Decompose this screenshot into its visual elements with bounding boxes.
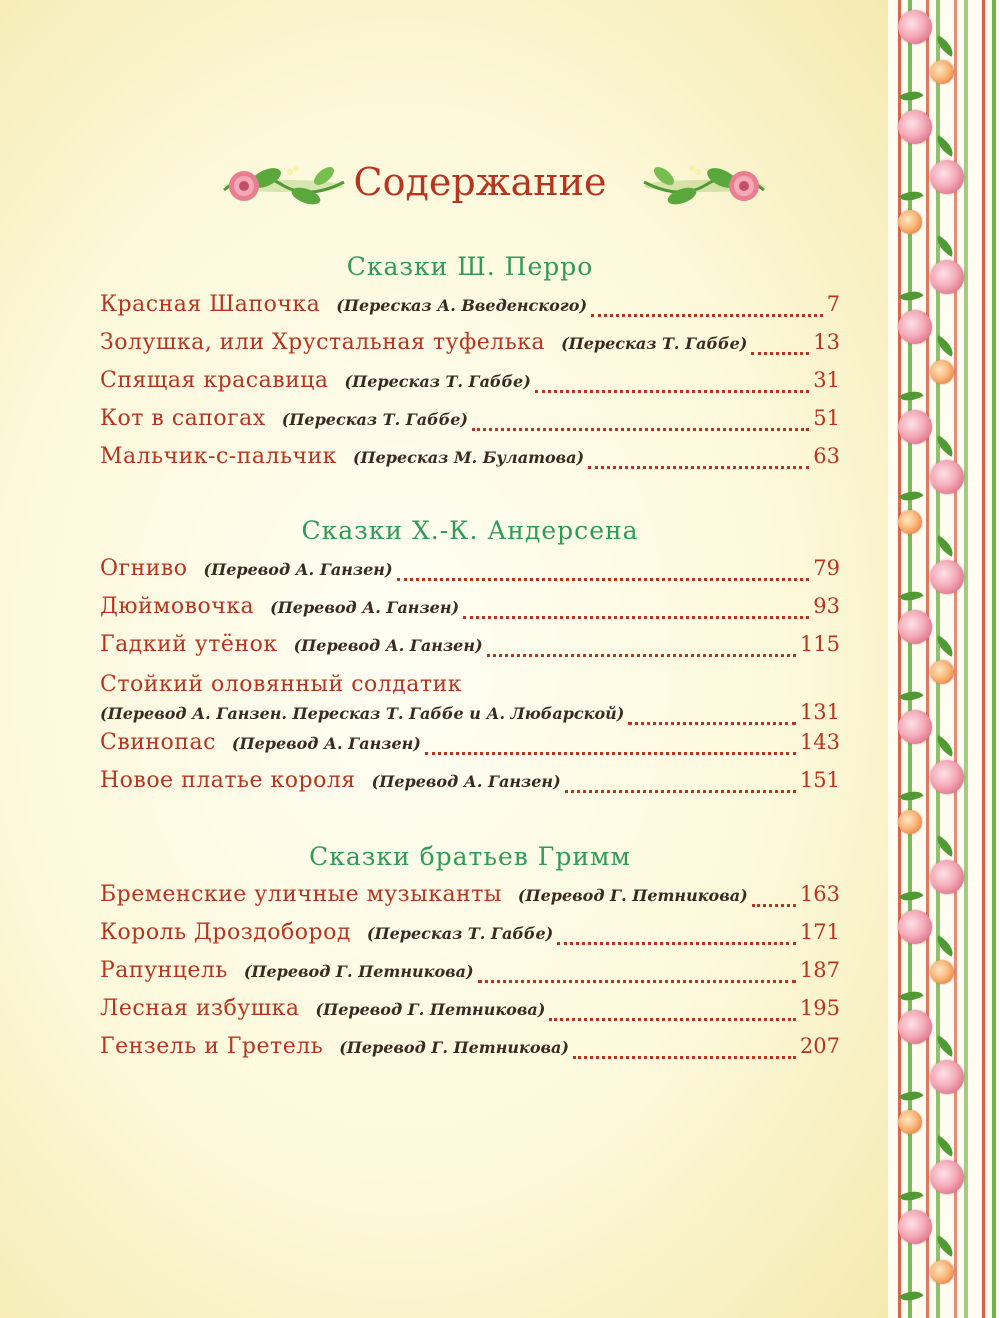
toc-entry[interactable] <box>100 920 840 954</box>
section-heading-andersen: Сказки Х.-К. Андерсена <box>301 516 639 545</box>
rose-icon <box>898 510 922 534</box>
entry-page: 51 <box>813 406 840 430</box>
rose-icon <box>930 760 964 794</box>
rose-icon <box>930 960 954 984</box>
toc-entry[interactable] <box>100 996 840 1030</box>
entry-credit: (Перевод Г. Петникова) <box>315 1000 546 1019</box>
toc-entry[interactable] <box>100 444 840 478</box>
entry-page: 93 <box>813 594 840 618</box>
rose-icon <box>930 1260 954 1284</box>
entry-title[interactable]: Стойкий оловянный солдатик <box>100 672 462 697</box>
rose-icon <box>930 660 954 684</box>
dot-leader <box>535 389 809 393</box>
entry-page: 187 <box>799 958 840 982</box>
toc-entry[interactable] <box>100 292 840 326</box>
entry-title: Золушка, или Хрустальная туфелька <box>100 330 546 355</box>
dot-leader <box>628 721 796 725</box>
entry-credit: (Перевод А. Ганзен) <box>231 734 421 753</box>
entry-title: Бременские уличные музыканты <box>100 882 502 907</box>
entry-title: Рапунцель <box>100 958 228 983</box>
toc-entry[interactable] <box>100 594 840 628</box>
dot-leader <box>751 351 809 355</box>
entry-credit: (Пересказ Т. Габбе) <box>561 334 748 353</box>
entry-page: 13 <box>813 330 840 354</box>
rose-icon <box>898 410 932 444</box>
entry-credit: (Перевод А. Ганзен) <box>371 772 561 791</box>
entry-credit: (Перевод А. Ганзен) <box>203 560 393 579</box>
entry-credit: (Перевод Г. Петникова) <box>517 886 748 905</box>
rose-icon <box>898 610 932 644</box>
dot-leader <box>591 313 823 317</box>
entry-credit: (Перевод Г. Петникова) <box>243 962 474 981</box>
toc-entry[interactable] <box>100 368 840 402</box>
entry-page: 207 <box>799 1034 840 1058</box>
entry-page: 143 <box>799 730 840 754</box>
toc-entry[interactable] <box>100 768 840 802</box>
entry-title: Дюймовочка <box>100 594 255 619</box>
page-title: Содержание <box>353 160 607 204</box>
entry-page: 151 <box>799 768 840 792</box>
rose-icon <box>898 710 932 744</box>
dot-leader <box>573 1055 796 1059</box>
dot-leader <box>472 427 809 431</box>
entry-page: 63 <box>813 444 840 468</box>
toc-entry[interactable] <box>100 632 840 666</box>
dot-leader <box>549 1017 796 1021</box>
section-heading-perrault: Сказки Ш. Перро <box>346 252 594 281</box>
entry-credit: (Перевод Г. Петникова) <box>339 1038 569 1057</box>
dot-leader <box>478 979 796 983</box>
dot-leader <box>425 751 796 755</box>
toc-entry[interactable] <box>100 730 840 764</box>
dot-leader <box>565 789 796 793</box>
rose-icon <box>930 260 964 294</box>
entry-page: 31 <box>813 368 840 392</box>
entry-credit: (Пересказ Т. Габбе) <box>281 410 468 429</box>
rose-icon <box>898 810 922 834</box>
dot-leader <box>397 577 810 581</box>
rose-icon <box>898 110 932 144</box>
entry-title: Кот в сапогах <box>100 406 266 431</box>
entry-page: 7 <box>826 292 840 316</box>
dot-leader <box>752 903 796 907</box>
rose-icon <box>898 1110 922 1134</box>
toc-entry[interactable] <box>100 700 840 734</box>
rose-icon <box>898 1210 932 1244</box>
dot-leader <box>588 465 809 469</box>
rose-icon <box>930 1160 964 1194</box>
toc-entry[interactable] <box>100 330 840 364</box>
toc-entry[interactable] <box>100 1034 840 1068</box>
entry-title: Гадкий утёнок <box>100 632 278 657</box>
toc-entry[interactable] <box>100 406 840 440</box>
rose-icon <box>898 910 932 944</box>
entry-title: Свинопас <box>100 730 216 755</box>
section-heading-grimm: Сказки братьев Гримм <box>309 842 631 871</box>
entry-page: 115 <box>799 632 840 656</box>
entry-page: 131 <box>799 700 840 724</box>
rose-icon <box>930 60 954 84</box>
entry-page: 171 <box>799 920 840 944</box>
entry-title: Новое платье короля <box>100 768 356 793</box>
title-row <box>0 150 888 220</box>
rose-icon <box>930 360 954 384</box>
dot-leader <box>463 615 809 619</box>
rose-icon <box>898 310 932 344</box>
entry-credit: (Перевод А. Ганзен) <box>270 598 460 617</box>
dot-leader <box>487 653 796 657</box>
rose-ornament-icon <box>634 156 774 212</box>
entry-credit: (Перевод А. Ганзен) <box>293 636 483 655</box>
rose-icon <box>898 1010 932 1044</box>
entry-credit: (Перевод А. Ганзен. Пересказ Т. Габбе и А. Любарской) <box>100 704 625 723</box>
entry-page: 79 <box>813 556 840 580</box>
entry-credit: (Пересказ Т. Габбе) <box>366 924 554 943</box>
entry-title: Лесная избушка <box>100 996 300 1021</box>
dot-leader <box>557 941 796 945</box>
entry-title: Гензель и Гретель <box>100 1034 324 1059</box>
toc-entry[interactable] <box>100 958 840 992</box>
entry-title: Король Дроздобород <box>100 920 351 945</box>
toc-entry[interactable] <box>100 882 840 916</box>
entry-page: 163 <box>799 882 840 906</box>
rose-icon <box>898 10 932 44</box>
entry-title: Спящая красавица <box>100 368 329 393</box>
toc-entry[interactable] <box>100 556 840 590</box>
entry-title: Красная Шапочка <box>100 292 321 317</box>
entry-credit: (Пересказ Т. Габбе) <box>344 372 531 391</box>
entry-page: 195 <box>799 996 840 1020</box>
rose-icon <box>930 460 964 494</box>
rose-icon <box>930 860 964 894</box>
entry-credit: (Пересказ А. Введенского) <box>336 296 588 315</box>
entry-credit: (Пересказ М. Булатова) <box>352 448 585 467</box>
rose-icon <box>898 210 922 234</box>
entry-title: Огниво <box>100 556 188 581</box>
entry-title: Мальчик-с-пальчик <box>100 444 337 469</box>
rose-icon <box>930 560 964 594</box>
rose-icon <box>930 1060 964 1094</box>
rose-icon <box>930 160 964 194</box>
